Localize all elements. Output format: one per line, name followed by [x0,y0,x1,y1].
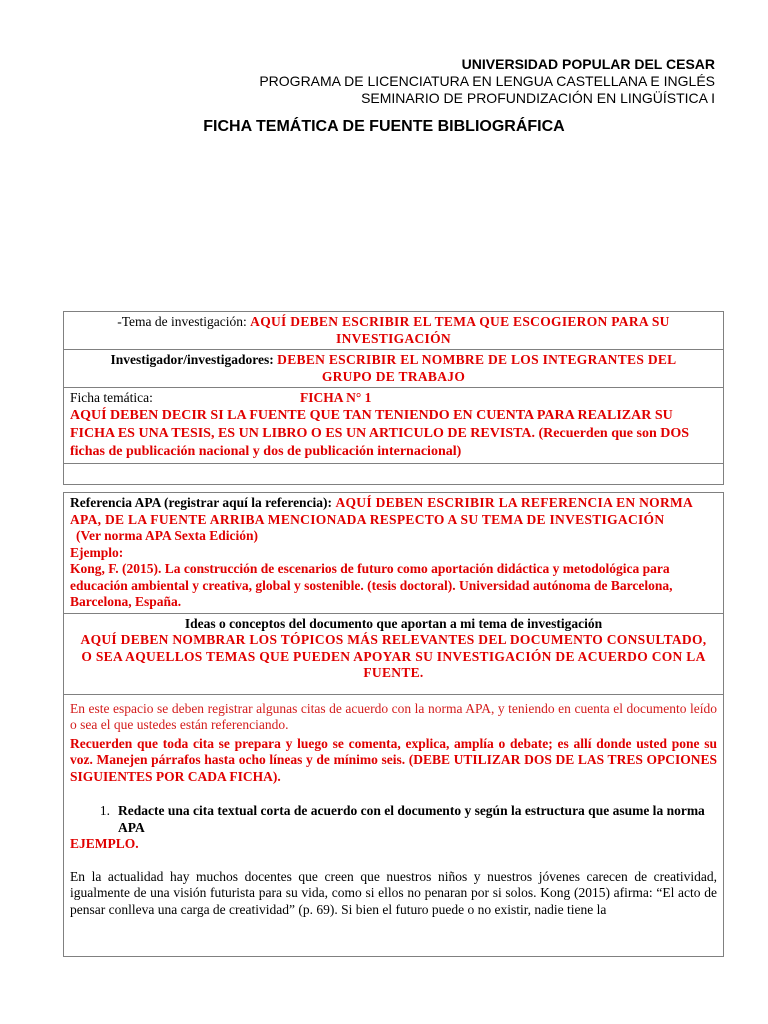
university-name: UNIVERSIDAD POPULAR DEL CESAR [461,56,715,72]
ideas-value: AQUÍ DEBEN NOMBRAR LOS TÓPICOS MÁS RELEVANTES DEL DOCUMENTO CONSULTADO, O SEA AQUELLOS TEMAS QUE PUEDEN APOYAR SU INVESTIGACIÓN DE ACUERDO CON LA FUENTE. [80,632,707,680]
ejemplo-reference: Kong, F. (2015). La construcción de escenarios de futuro como aportación didáctica y metodológica para educación ambiental y creativa, global y sostenible. (tesis doctoral). Universidad autónoma de Barcelona, Barcelona, España. [70,561,673,609]
example-paragraph: En la actualidad hay muchos docentes que creen que nuestros niños y nuestros jóvenes carecen de creatividad, igualmente de una visión futurista para su vida, como si ellos no penaran por si solos. Kong (2015) afirma: “El acto de pensar conlleva una carga de creatividad” (p. 69). Si bien el futuro puede o no existir, nadie tiene la [70,868,717,917]
reference-value: AQUÍ DEBEN ESCRIBIR LA REFERENCIA EN NORMA APA, DE LA FUENTE ARRIBA MENCIONADA RESPECTO A SU TEMA DE INVESTIGACIÓN [70,495,693,527]
reference-row [64,493,723,614]
list-text: Redacte una cita textual corta de acuerdo con el documento y según la estructura que asume la norma APA [118,803,705,835]
reference-label: Referencia APA (registrar aquí la referencia): [70,495,333,510]
tema-label: -Tema de investigación: [117,314,247,329]
citas-intro: En este espacio se deben registrar algunas citas de acuerdo con la norma APA, y teniendo en cuenta el documento leído o sea el que ustedes están referenciando. [70,700,717,732]
ejemplo2-label: EJEMPLO. [70,836,139,851]
ficha-number: FICHA N° 1 [300,390,372,405]
seminar-name: SEMINARIO DE PROFUNDIZACIÓN EN LINGÜÍSTICA I [361,90,715,106]
citas-recuerden: Recuerden que toda cita se prepara y luego se comenta, explica, amplía o debate; es allí donde usted pone su voz. Manejen párrafos hasta ocho líneas y de mínimo seis. (DEBE UTILIZAR DOS DE LAS TRES OPCIONES SIGUIENTES POR CADA FICHA). [70,735,717,784]
tema-row [64,312,723,350]
list-number: 1. [99,803,110,818]
ejemplo-label: Ejemplo: [70,544,124,560]
empty-row [64,464,723,484]
program-name: PROGRAMA DE LICENCIATURA EN LENGUA CASTELLANA E INGLÉS [259,73,715,89]
ideas-row [64,614,723,695]
investigadores-row [64,350,723,388]
reference-table [63,492,724,957]
ficha-row [64,388,723,464]
investigadores-label: Investigador/investigadores: [110,352,274,367]
document-title: FICHA TEMÁTICA DE FUENTE BIBLIOGRÁFICA [203,118,565,135]
ideas-heading: Ideas o conceptos del documento que aportan a mi tema de investigación [184,615,603,631]
ficha-description: AQUÍ DEBEN DECIR SI LA FUENTE QUE TAN TENIENDO EN CUENTA PARA REALIZAR SU FICHA ES UNA TESIS, ES UN LIBRO O ES UN ARTICULO DE REVISTA. (Recuerden que son DOS fichas de publicación nacional y dos de publicación internacional) [70,407,690,459]
citas-row [64,695,723,921]
document-header [259,56,715,107]
research-info-table [63,311,724,485]
ficha-label: Ficha temática: [70,390,153,405]
investigadores-value: DEBEN ESCRIBIR EL NOMBRE DE LOS INTEGRANTES DEL GRUPO DE TRABAJO [277,352,677,384]
ficha-heading [70,390,717,407]
list-item-1 [70,803,717,836]
apa-note: (Ver norma APA Sexta Edición) [76,528,258,543]
tema-value: AQUÍ DEBEN ESCRIBIR EL TEMA QUE ESCOGIERON PARA SU INVESTIGACIÓN [250,314,670,346]
